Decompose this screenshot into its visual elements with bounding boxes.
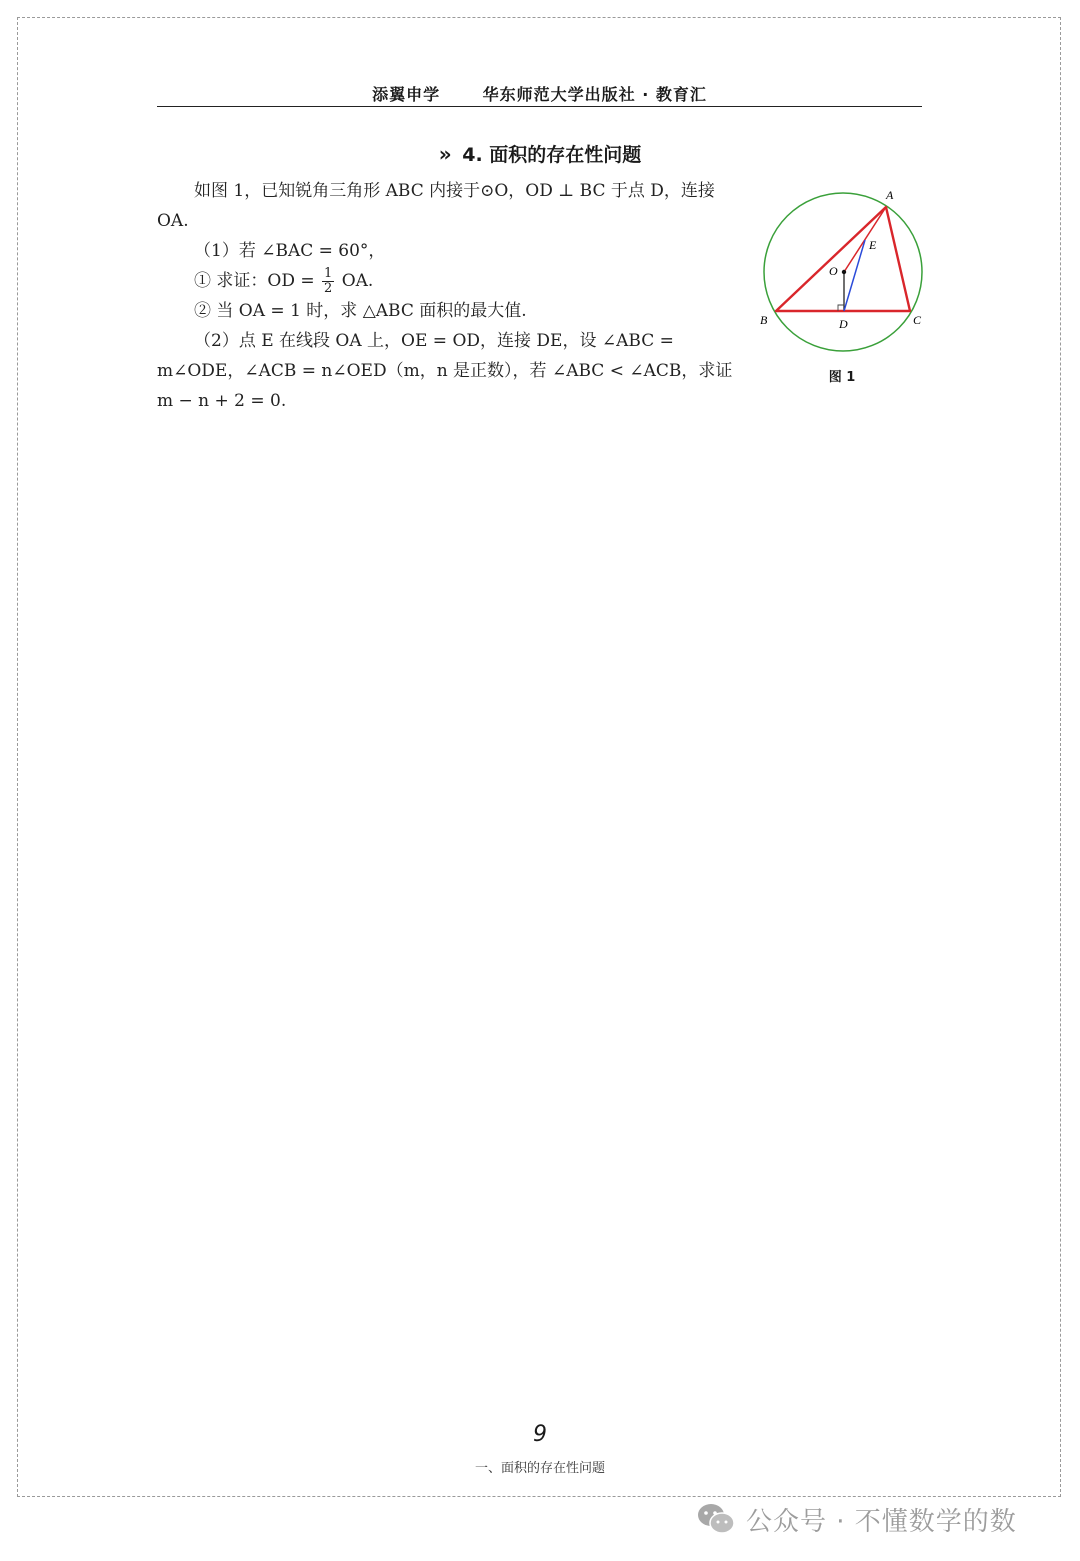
fraction-denominator: 2 [324,281,333,296]
page-number: 9 [533,1422,547,1447]
part2-statement: （2）点 E 在线段 OA 上，OE = OD，连接 DE，设 ∠ABC = m∠ODE，∠ACB = n∠OED（m，n 是正数），若 ∠ABC < ∠ACB，求证 m − n + 2 = 0. [157,331,733,411]
figure-caption: 图 1 [828,370,856,385]
label-d: D [839,317,848,331]
part1-question1 [157,266,739,296]
part1-heading: （1）若 ∠BAC = 60°， [194,241,386,261]
part1-q1-after: OA. [341,271,374,291]
section-marker: » [438,142,452,166]
section-title-text: 4. 面积的存在性问题 [462,144,642,166]
geometry-diagram [752,180,932,360]
triangle-abc [776,207,910,311]
watermark-text: 公众号 · 不懂数学的数 [746,1506,1017,1537]
segment-de [844,240,865,311]
watermark [696,1499,1017,1539]
fraction-numerator: 1 [324,266,333,281]
section-title [0,140,1080,167]
center-point [842,270,846,274]
wechat-icon [696,1502,736,1536]
footer-chapter-title: 一、面积的存在性问题 [474,1461,605,1476]
problem-statement: 如图 1，已知锐角三角形 ABC 内接于⊙O，OD ⊥ BC 于点 D，连接 OA. [157,181,715,231]
label-b: B [760,313,768,327]
header-school: 添翼申学 [372,85,441,104]
label-e: E [869,238,877,252]
page-header [157,82,922,107]
label-c: C [913,313,922,327]
figure-1 [752,180,932,390]
label-o: O [829,264,838,278]
label-a: A [886,188,894,202]
part1-q1-before: ① 求证：OD = [194,271,315,291]
part1-question2: ② 当 OA = 1 时，求 △ABC 面积的最大值. [194,301,527,321]
header-publisher: 华东师范大学出版社 · 教育汇 [482,85,707,104]
fraction-one-half [322,267,334,296]
problem-text [157,176,739,416]
